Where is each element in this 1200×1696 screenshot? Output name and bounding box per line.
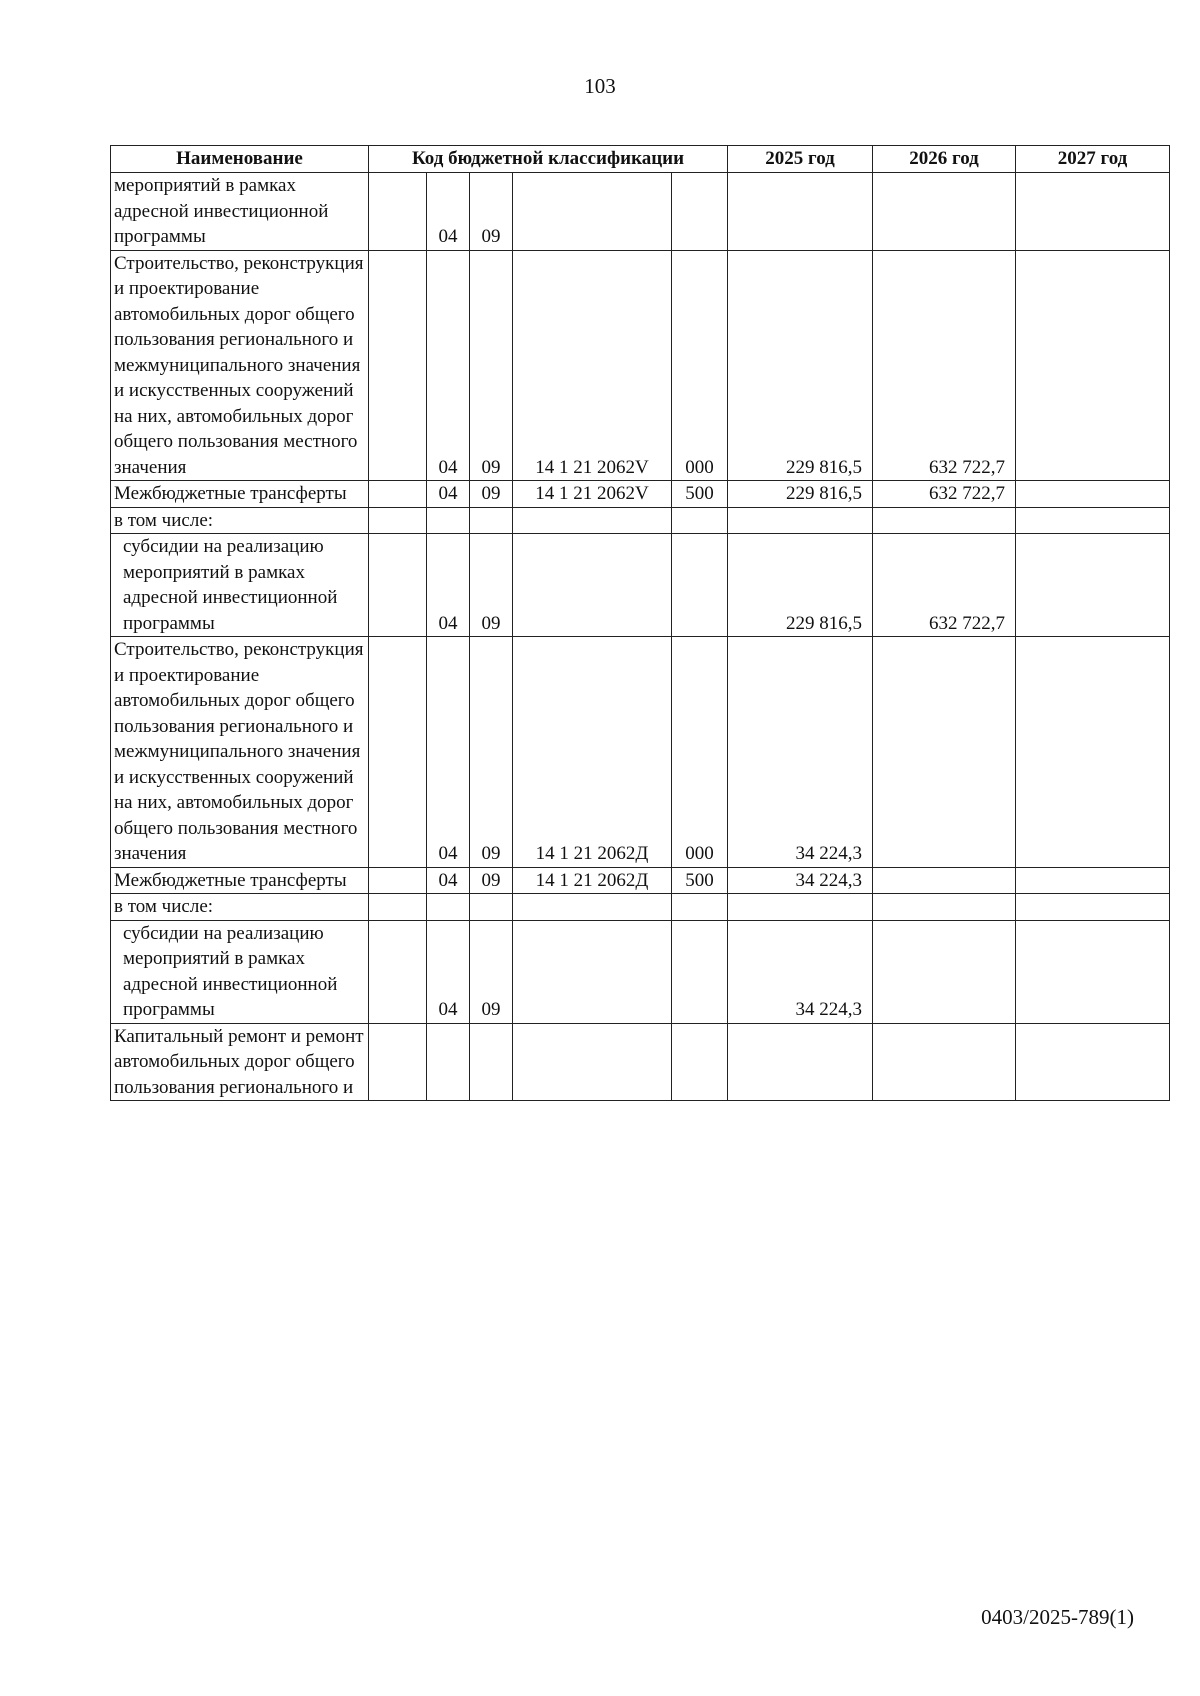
target-article-code [513, 894, 672, 921]
table-row [111, 867, 1170, 894]
target-article-code [513, 173, 672, 251]
header-2026: 2026 год [873, 146, 1016, 173]
section-code [427, 894, 470, 921]
expense-type-code [672, 1023, 728, 1101]
table-body [111, 173, 1170, 1101]
code-extra-cell [369, 920, 427, 1023]
expense-type-code: 500 [672, 481, 728, 508]
section-code: 04 [427, 250, 470, 481]
row-name: мероприятий в рамках адресной инвестиционной программы [111, 173, 369, 251]
subsection-code: 09 [470, 250, 513, 481]
expense-type-code [672, 920, 728, 1023]
row-name: в том числе: [111, 507, 369, 534]
value-2025: 229 816,5 [728, 250, 873, 481]
value-2026 [873, 894, 1016, 921]
subsection-code [470, 1023, 513, 1101]
value-2027 [1016, 250, 1170, 481]
section-code: 04 [427, 534, 470, 637]
code-extra-cell [369, 1023, 427, 1101]
subsection-code: 09 [470, 920, 513, 1023]
value-2026 [873, 173, 1016, 251]
subsection-code: 09 [470, 867, 513, 894]
header-budget-code: Код бюджетной классификации [369, 146, 728, 173]
value-2027 [1016, 867, 1170, 894]
row-name: Строительство, реконструкция и проектирование автомобильных дорог общего пользования регионального и межмуниципального значения и искусственных сооружений на них, автомобильных дорог общего пользования местного значения [111, 637, 369, 868]
section-code: 04 [427, 637, 470, 868]
subsection-code: 09 [470, 534, 513, 637]
section-code [427, 1023, 470, 1101]
target-article-code: 14 1 21 2062Д [513, 867, 672, 894]
value-2025 [728, 1023, 873, 1101]
value-2027 [1016, 173, 1170, 251]
table-row [111, 534, 1170, 637]
section-code: 04 [427, 867, 470, 894]
subsection-code: 09 [470, 481, 513, 508]
target-article-code [513, 920, 672, 1023]
table-row [111, 173, 1170, 251]
code-extra-cell [369, 637, 427, 868]
table-row [111, 1023, 1170, 1101]
table-row [111, 920, 1170, 1023]
table-row [111, 637, 1170, 868]
value-2027 [1016, 920, 1170, 1023]
code-extra-cell [369, 867, 427, 894]
subsection-code: 09 [470, 173, 513, 251]
value-2026: 632 722,7 [873, 534, 1016, 637]
section-code: 04 [427, 173, 470, 251]
value-2026 [873, 637, 1016, 868]
expense-type-code: 000 [672, 250, 728, 481]
expense-type-code: 000 [672, 637, 728, 868]
row-name: в том числе: [111, 894, 369, 921]
target-article-code: 14 1 21 2062Д [513, 637, 672, 868]
row-name: Межбюджетные трансферты [111, 867, 369, 894]
target-article-code [513, 1023, 672, 1101]
budget-table [110, 145, 1170, 1101]
header-2025: 2025 год [728, 146, 873, 173]
value-2025 [728, 894, 873, 921]
table-header-row [111, 146, 1170, 173]
row-name: субсидии на реализацию мероприятий в рамках адресной инвестиционной программы [111, 534, 369, 637]
header-name: Наименование [111, 146, 369, 173]
value-2025: 229 816,5 [728, 481, 873, 508]
table-row [111, 507, 1170, 534]
expense-type-code: 500 [672, 867, 728, 894]
value-2026 [873, 1023, 1016, 1101]
code-extra-cell [369, 250, 427, 481]
value-2025: 34 224,3 [728, 920, 873, 1023]
expense-type-code [672, 894, 728, 921]
value-2025 [728, 173, 873, 251]
subsection-code [470, 894, 513, 921]
value-2026: 632 722,7 [873, 481, 1016, 508]
target-article-code: 14 1 21 2062V [513, 250, 672, 481]
value-2025 [728, 507, 873, 534]
code-extra-cell [369, 481, 427, 508]
value-2026 [873, 507, 1016, 534]
value-2027 [1016, 507, 1170, 534]
table-row [111, 250, 1170, 481]
page-number: 103 [584, 74, 616, 98]
row-name: Капитальный ремонт и ремонт автомобильных дорог общего пользования регионального и [111, 1023, 369, 1101]
table-row [111, 894, 1170, 921]
value-2027 [1016, 1023, 1170, 1101]
row-name: субсидии на реализацию мероприятий в рамках адресной инвестиционной программы [111, 920, 369, 1023]
value-2025: 34 224,3 [728, 867, 873, 894]
value-2027 [1016, 894, 1170, 921]
subsection-code [470, 507, 513, 534]
code-extra-cell [369, 507, 427, 534]
code-extra-cell [369, 173, 427, 251]
code-extra-cell [369, 894, 427, 921]
value-2025: 229 816,5 [728, 534, 873, 637]
code-extra-cell [369, 534, 427, 637]
target-article-code [513, 534, 672, 637]
value-2027 [1016, 534, 1170, 637]
value-2026: 632 722,7 [873, 250, 1016, 481]
expense-type-code [672, 173, 728, 251]
target-article-code: 14 1 21 2062V [513, 481, 672, 508]
value-2027 [1016, 637, 1170, 868]
target-article-code [513, 507, 672, 534]
value-2026 [873, 920, 1016, 1023]
subsection-code: 09 [470, 637, 513, 868]
value-2025: 34 224,3 [728, 637, 873, 868]
expense-type-code [672, 507, 728, 534]
value-2027 [1016, 481, 1170, 508]
section-code [427, 507, 470, 534]
document-code: 0403/2025-789(1) [981, 1605, 1134, 1629]
row-name: Строительство, реконструкция и проектирование автомобильных дорог общего пользования регионального и межмуниципального значения и искусственных сооружений на них, автомобильных дорог общего пользования местного значения [111, 250, 369, 481]
table-row [111, 481, 1170, 508]
section-code: 04 [427, 481, 470, 508]
value-2026 [873, 867, 1016, 894]
section-code: 04 [427, 920, 470, 1023]
header-2027: 2027 год [1016, 146, 1170, 173]
expense-type-code [672, 534, 728, 637]
row-name: Межбюджетные трансферты [111, 481, 369, 508]
